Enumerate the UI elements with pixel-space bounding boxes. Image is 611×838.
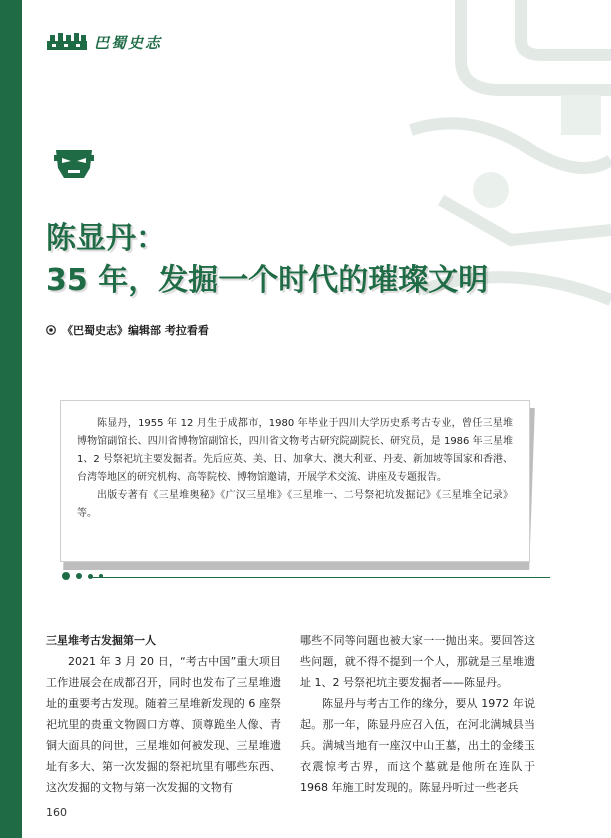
bio-paragraph-2: 出版专著有《三星堆奥秘》《广汉三星堆》《三星堆一、二号祭祀坑发掘记》《三星堆全记录》等。 [77,490,513,519]
byline-text: 《巴蜀史志》编辑部 考拉看看 [62,324,209,337]
bio-paragraph-1: 陈显丹，1955 年 12 月生于成都市，1980 年毕业于四川大学历史系考古专业，曾任三星堆博物馆副馆长、四川省博物馆副馆长，四川省文物考古研究院副院长、研究员，是 1986 年三星堆 1、2 号祭祀坑主要发掘者。先后应英、美、日、加拿大、澳大利亚、丹麦、新加坡等国家和香港、台湾等地区的研究机构、高等院校、博物馆邀请，开展学术交流、讲座及专题报告。 [77,418,513,483]
dot-large [62,572,70,580]
title-line-2: 35 年，发掘一个时代的璀璨文明 [46,263,489,298]
logo-emblem-icon [46,33,88,51]
bio-text [77,415,513,523]
bullseye-icon [46,325,56,335]
byline [46,322,209,338]
author-bio-box [60,400,538,575]
body-paragraph: 2021 年 3 月 20 日，“考古中国”重大项目工作进展会在成都召开，同时也发布了三星堆遗址的重要考古发现。随着三星堆新发现的 6 座祭祀坑里的贵重文物圆口方尊、顶尊跪坐人像、青铜大面具的问世，三星堆如何被发现、三星堆遗址有多大、第一次发掘的祭祀坑里有哪些东西、这次发掘的文物与第一次发掘的文物有 [46,655,281,794]
title-line-1: 陈显丹： [46,221,166,256]
body-paragraph: 陈显丹与考古工作的缘分，要从 1972 年说起。那一年，陈显丹应召入伍，在河北满城县当兵。满城当地有一座汉中山王墓，出土的金缕玉衣震惊考古界，而这个墓就是他所在连队于 1968 年施工时发现的。陈显丹听过一些老兵 [300,697,535,794]
decorative-dots [62,572,103,580]
bronze-mask-icon [54,148,94,182]
page-number: 160 [46,806,67,819]
body-column-right [300,630,535,798]
body-column-left [46,630,281,798]
section-divider [90,577,550,578]
logo-text: 巴蜀史志 [94,33,163,52]
bio-box-panel [60,400,530,562]
body-paragraph-continued: 哪些不同等问题也被大家一一抛出来。要回答这些问题，就不得不提到一个人，那就是三星堆遗址 1、2 号祭祀坑主要发掘者——陈显丹。 [300,634,535,689]
article-title [46,218,488,302]
journal-logo [46,32,162,52]
left-accent-bar [0,0,22,838]
dot-medium [76,573,82,579]
section-heading: 三星堆考古发掘第一人 [46,634,156,647]
